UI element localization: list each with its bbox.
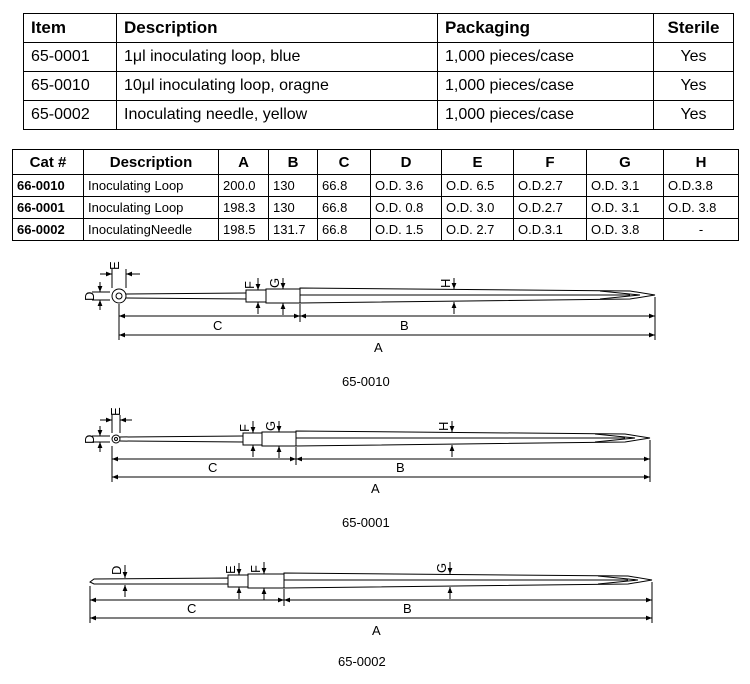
description-cell: 10μl inoculating loop, oragne <box>117 72 438 101</box>
shaft-top <box>126 293 246 294</box>
packaging-table-header <box>24 14 734 43</box>
header-h: H <box>664 150 739 175</box>
cat-cell: 66-0002 <box>13 219 84 241</box>
e-cell: O.D. 3.0 <box>442 197 514 219</box>
shaft-bottom <box>126 298 246 299</box>
table-row <box>24 101 734 130</box>
header-item: Item <box>24 14 117 43</box>
h-cell: O.D. 3.8 <box>664 197 739 219</box>
b-cell: 130 <box>269 197 318 219</box>
header-packaging: Packaging <box>438 14 654 43</box>
label-d: D <box>82 434 97 444</box>
header-description: Description <box>84 150 219 175</box>
description-cell: Inoculating Loop <box>84 175 219 197</box>
e-cell: O.D. 2.7 <box>442 219 514 241</box>
collar-g <box>266 289 300 303</box>
shaft-top <box>120 436 243 437</box>
h-cell: O.D.3.8 <box>664 175 739 197</box>
a-cell: 198.5 <box>219 219 269 241</box>
e-cell: O.D. 6.5 <box>442 175 514 197</box>
dimensions-table-header <box>13 150 739 175</box>
packaging-cell: 1,000 pieces/case <box>438 72 654 101</box>
loop-inner <box>115 438 118 441</box>
header-a: A <box>219 150 269 175</box>
drawing-65-0010-labels <box>82 261 453 389</box>
label-f: F <box>248 565 263 573</box>
header-b: B <box>269 150 318 175</box>
c-cell: 66.8 <box>318 219 371 241</box>
c-cell: 66.8 <box>318 197 371 219</box>
sterile-cell: Yes <box>654 72 734 101</box>
table-row <box>24 43 734 72</box>
d-cell: O.D. 0.8 <box>371 197 442 219</box>
label-g: G <box>263 420 278 431</box>
label-b: B <box>403 601 412 616</box>
label-g: G <box>434 562 449 573</box>
c-cell: 66.8 <box>318 175 371 197</box>
drawing-65-0001-labels <box>82 407 451 530</box>
label-a: A <box>374 340 383 355</box>
d-cell: O.D. 3.6 <box>371 175 442 197</box>
label-a: A <box>371 481 380 496</box>
header-d: D <box>371 150 442 175</box>
caption-65-0010: 65-0010 <box>342 374 390 389</box>
d-cell: O.D. 1.5 <box>371 219 442 241</box>
label-d: D <box>82 291 97 301</box>
sterile-cell: Yes <box>654 101 734 130</box>
header-f: F <box>514 150 587 175</box>
header-c: C <box>318 150 371 175</box>
header-description: Description <box>117 14 438 43</box>
packaging-cell: 1,000 pieces/case <box>438 101 654 130</box>
g-cell: O.D. 3.8 <box>587 219 664 241</box>
drawing-65-0001 <box>92 415 650 482</box>
packaging-table <box>23 13 734 130</box>
loop-ring <box>112 435 120 443</box>
description-cell: Inoculating Loop <box>84 197 219 219</box>
shaft-bottom <box>120 441 243 442</box>
description-cell: 1μl inoculating loop, blue <box>117 43 438 72</box>
loop-ring <box>112 289 126 303</box>
packaging-cell: 1,000 pieces/case <box>438 43 654 72</box>
description-cell: InoculatingNeedle <box>84 219 219 241</box>
label-c: C <box>187 601 197 616</box>
label-f: F <box>237 424 252 432</box>
cat-cell: 66-0001 <box>13 197 84 219</box>
label-b: B <box>400 318 409 333</box>
h-cell: - <box>664 219 739 241</box>
label-c: C <box>213 318 223 333</box>
collar-f <box>243 433 262 445</box>
table-row <box>24 72 734 101</box>
caption-65-0001: 65-0001 <box>342 515 390 530</box>
label-e: E <box>107 261 122 270</box>
technical-drawings <box>0 250 750 684</box>
label-e: E <box>108 407 123 416</box>
table-row <box>13 175 739 197</box>
item-cell: 65-0002 <box>24 101 117 130</box>
g-cell: O.D. 3.1 <box>587 175 664 197</box>
f-cell: O.D.2.7 <box>514 197 587 219</box>
label-d: D <box>109 565 124 575</box>
loop-inner <box>116 293 122 299</box>
label-b: B <box>396 460 405 475</box>
header-e: E <box>442 150 514 175</box>
collar-f <box>248 574 284 588</box>
label-c: C <box>208 460 218 475</box>
label-f: F <box>242 281 257 289</box>
table-row <box>13 219 739 241</box>
f-cell: O.D.2.7 <box>514 175 587 197</box>
header-sterile: Sterile <box>654 14 734 43</box>
b-cell: 130 <box>269 175 318 197</box>
f-cell: O.D.3.1 <box>514 219 587 241</box>
description-cell: Inoculating needle, yellow <box>117 101 438 130</box>
collar-e <box>228 575 248 587</box>
label-g: G <box>267 277 282 288</box>
b-cell: 131.7 <box>269 219 318 241</box>
drawing-65-0010 <box>92 269 655 340</box>
dimensions-table <box>12 149 739 241</box>
a-cell: 200.0 <box>219 175 269 197</box>
caption-65-0002: 65-0002 <box>338 654 386 669</box>
label-a: A <box>372 623 381 638</box>
item-cell: 65-0001 <box>24 43 117 72</box>
sterile-cell: Yes <box>654 43 734 72</box>
collar-f <box>246 290 266 302</box>
label-h: H <box>436 421 451 431</box>
table-row <box>13 197 739 219</box>
drawing-65-0002 <box>90 562 652 623</box>
item-cell: 65-0010 <box>24 72 117 101</box>
needle-tip <box>90 578 228 584</box>
label-e: E <box>223 565 238 574</box>
a-cell: 198.3 <box>219 197 269 219</box>
header-g: G <box>587 150 664 175</box>
label-h: H <box>438 278 453 288</box>
g-cell: O.D. 3.1 <box>587 197 664 219</box>
collar-g <box>262 432 296 446</box>
header-cat: Cat # <box>13 150 84 175</box>
cat-cell: 66-0010 <box>13 175 84 197</box>
